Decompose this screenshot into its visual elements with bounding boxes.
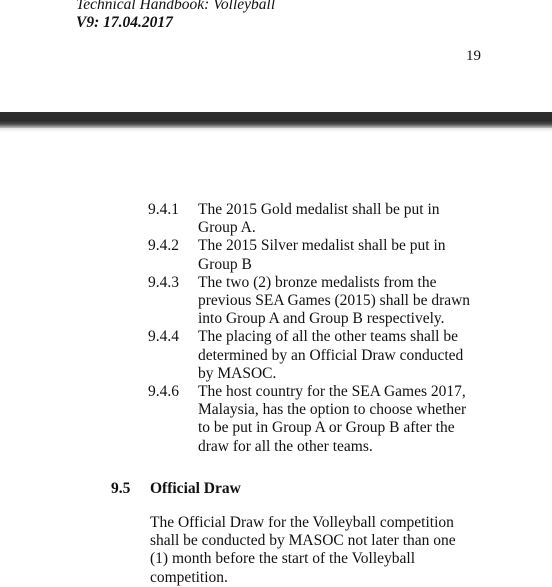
clause-9-4-3 xyxy=(148,274,508,329)
clause-number: 9.4.2 xyxy=(148,237,179,255)
clause-line: previous SEA Games (2015) shall be drawn xyxy=(198,292,471,310)
paragraph-line: shall be conducted by MASOC not later than one xyxy=(150,532,456,550)
document-version: V9: 17.04.2017 xyxy=(76,14,173,31)
clause-line: by MASOC. xyxy=(198,364,277,382)
paragraph-line: competition. xyxy=(150,568,228,586)
page-separator xyxy=(0,112,552,128)
clause-number: 9.4.3 xyxy=(148,273,179,291)
document-title: Technical Handbook: Volleyball xyxy=(76,0,276,13)
section-heading xyxy=(111,480,241,498)
clause-number: 9.4.1 xyxy=(148,201,179,218)
clause-number: 9.4.4 xyxy=(148,328,179,346)
clause-line: Group A. xyxy=(198,219,256,237)
clause-list xyxy=(148,201,508,456)
clause-text xyxy=(198,328,508,383)
paragraph-line: The Official Draw for the Volleyball competition xyxy=(150,514,454,531)
clause-text xyxy=(198,201,508,237)
clause-line: The 2015 Silver medalist shall be put in xyxy=(198,237,446,255)
clause-line: The two (2) bronze medalists from the xyxy=(198,273,437,291)
clause-line: The 2015 Gold medalist shall be put in xyxy=(198,201,440,218)
page-number: 19 xyxy=(466,48,481,64)
paragraph-line: (1) month before the start of the Volleyball xyxy=(150,550,416,568)
clause-line: Group B xyxy=(198,255,252,273)
clause-9-4-1 xyxy=(148,201,508,237)
clause-line: to be put in Group A or Group B after the xyxy=(198,419,455,437)
clause-9-4-4 xyxy=(148,328,508,383)
clause-text xyxy=(198,237,508,273)
clause-text xyxy=(198,274,508,329)
clause-9-4-2 xyxy=(148,237,508,273)
clause-9-4-6 xyxy=(148,383,508,456)
clause-line: into Group A and Group B respectively. xyxy=(198,310,445,328)
section-paragraph xyxy=(150,514,504,587)
section-title: Official Draw xyxy=(150,480,241,497)
clause-line: The placing of all the other teams shall be xyxy=(198,328,458,346)
clause-line: draw for all the other teams. xyxy=(198,437,373,455)
clause-line: The host country for the SEA Games 2017, xyxy=(198,383,466,401)
clause-line: Malaysia, has the option to choose whether xyxy=(198,401,467,419)
section-number: 9.5 xyxy=(111,480,131,497)
clause-number: 9.4.6 xyxy=(148,383,179,401)
clause-line: determined by an Official Draw conducted xyxy=(198,346,464,364)
clause-text xyxy=(198,383,508,456)
page-separator-shadow xyxy=(0,128,552,132)
